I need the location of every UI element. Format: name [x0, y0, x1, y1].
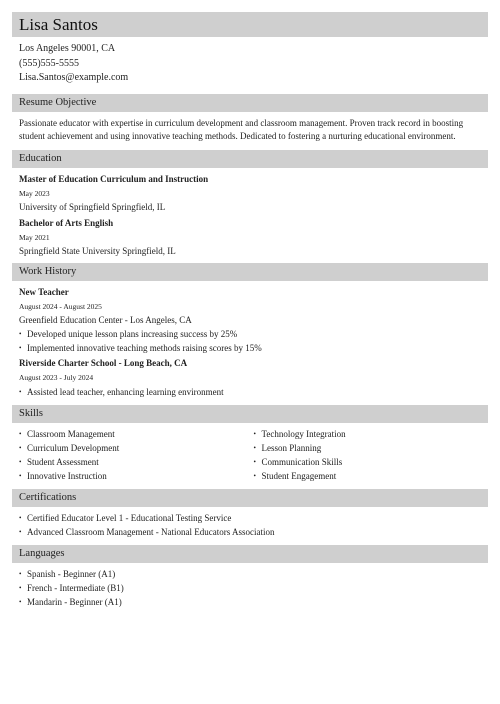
language-text: Spanish - Beginner (A1) — [27, 568, 116, 579]
objective-heading — [12, 94, 488, 112]
list-item — [19, 511, 488, 525]
list-item — [19, 385, 488, 399]
degree-date: May 2023 — [19, 188, 50, 198]
languages-heading — [12, 545, 488, 563]
list-item — [19, 327, 488, 341]
skill-text: Communication Skills — [261, 456, 343, 467]
skills-column-left — [19, 427, 254, 483]
list-item — [254, 441, 489, 455]
bullet-icon: • — [19, 457, 22, 466]
bullet-text: Developed unique lesson plans increasing success by 25% — [27, 328, 238, 339]
work-entry — [12, 357, 488, 399]
bullet-icon: • — [19, 471, 22, 480]
job-dates: August 2024 - August 2025 — [19, 301, 102, 311]
objective-title: Resume Objective — [19, 97, 97, 108]
list-item — [19, 341, 488, 355]
bullet-icon: • — [19, 527, 22, 536]
list-item — [19, 567, 488, 581]
job-dates: August 2023 - July 2024 — [19, 372, 94, 382]
certifications-heading — [12, 489, 488, 507]
work-entry — [12, 286, 488, 355]
school-name: Springfield State University Springfield, IL — [19, 245, 176, 256]
list-item — [19, 595, 488, 609]
degree-date: May 2021 — [19, 232, 50, 242]
skill-text: Innovative Instruction — [27, 470, 107, 481]
skills-heading — [12, 405, 488, 423]
certification-text: Advanced Classroom Management - National Educators Association — [27, 526, 275, 537]
bullet-icon: • — [253, 471, 256, 480]
name-header — [12, 12, 488, 37]
phone: (555)555-5555 — [19, 57, 79, 69]
degree-title: Master of Education Curriculum and Instruction — [19, 173, 209, 184]
bullet-icon: • — [19, 597, 22, 606]
bullet-icon: • — [253, 443, 256, 452]
contact-info — [12, 42, 488, 86]
work-heading — [12, 263, 488, 281]
bullet-icon: • — [19, 443, 22, 452]
bullet-icon: • — [19, 329, 22, 338]
bullet-icon: • — [253, 457, 256, 466]
email: Lisa.Santos@example.com — [19, 72, 129, 83]
skills-list — [12, 427, 488, 483]
list-item — [19, 469, 254, 483]
list-item — [19, 455, 254, 469]
skill-text: Technology Integration — [261, 428, 346, 439]
candidate-name: Lisa Santos — [19, 14, 98, 34]
language-text: Mandarin - Beginner (A1) — [27, 596, 122, 607]
bullet-icon: • — [19, 387, 22, 396]
bullet-icon: • — [253, 429, 256, 438]
skill-text: Student Assessment — [27, 456, 99, 467]
job-bullets — [19, 327, 488, 355]
bullet-icon: • — [19, 343, 22, 352]
languages-title: Languages — [19, 548, 65, 559]
skill-text: Classroom Management — [27, 428, 115, 439]
skill-text: Lesson Planning — [261, 442, 322, 453]
education-entry — [12, 173, 488, 214]
certifications-title: Certifications — [19, 492, 77, 503]
bullet-icon: • — [19, 569, 22, 578]
education-heading — [12, 150, 488, 168]
list-item — [254, 427, 489, 441]
skill-text: Student Engagement — [261, 470, 337, 481]
work-title: Work History — [19, 266, 77, 277]
languages-list — [12, 567, 488, 609]
bullet-icon: • — [19, 513, 22, 522]
education-entry — [12, 217, 488, 258]
list-item — [254, 455, 489, 469]
degree-title: Bachelor of Arts English — [19, 217, 114, 228]
job-role: New Teacher — [19, 286, 69, 297]
list-item — [19, 441, 254, 455]
language-text: French - Intermediate (B1) — [27, 582, 124, 593]
job-bullets — [19, 385, 488, 399]
objective-text: Passionate educator with expertise in curriculum development and classroom management. Proven track record in boosting student achievement and using innovative teaching methods. Dedicated to fostering a nurturing educational environment. — [19, 117, 464, 141]
school-name: University of Springfield Springfield, IL — [19, 201, 166, 212]
bullet-text: Implemented innovative teaching methods raising scores by 15% — [27, 342, 262, 353]
address: Los Angeles 90001, CA — [19, 43, 116, 54]
job-org: Greenfield Education Center - Los Angeles, CA — [19, 314, 192, 325]
list-item — [19, 525, 488, 539]
list-item — [254, 469, 489, 483]
certifications-list — [12, 511, 488, 539]
bullet-icon: • — [19, 429, 22, 438]
certification-text: Certified Educator Level 1 - Educational Testing Service — [27, 512, 232, 523]
skills-title: Skills — [19, 408, 43, 419]
job-role: Riverside Charter School - Long Beach, CA — [19, 357, 188, 368]
list-item — [19, 581, 488, 595]
education-title: Education — [19, 153, 62, 164]
bullet-icon: • — [19, 583, 22, 592]
skill-text: Curriculum Development — [27, 442, 120, 453]
bullet-text: Assisted lead teacher, enhancing learning environment — [27, 386, 224, 397]
skills-column-right — [254, 427, 489, 483]
list-item — [19, 427, 254, 441]
